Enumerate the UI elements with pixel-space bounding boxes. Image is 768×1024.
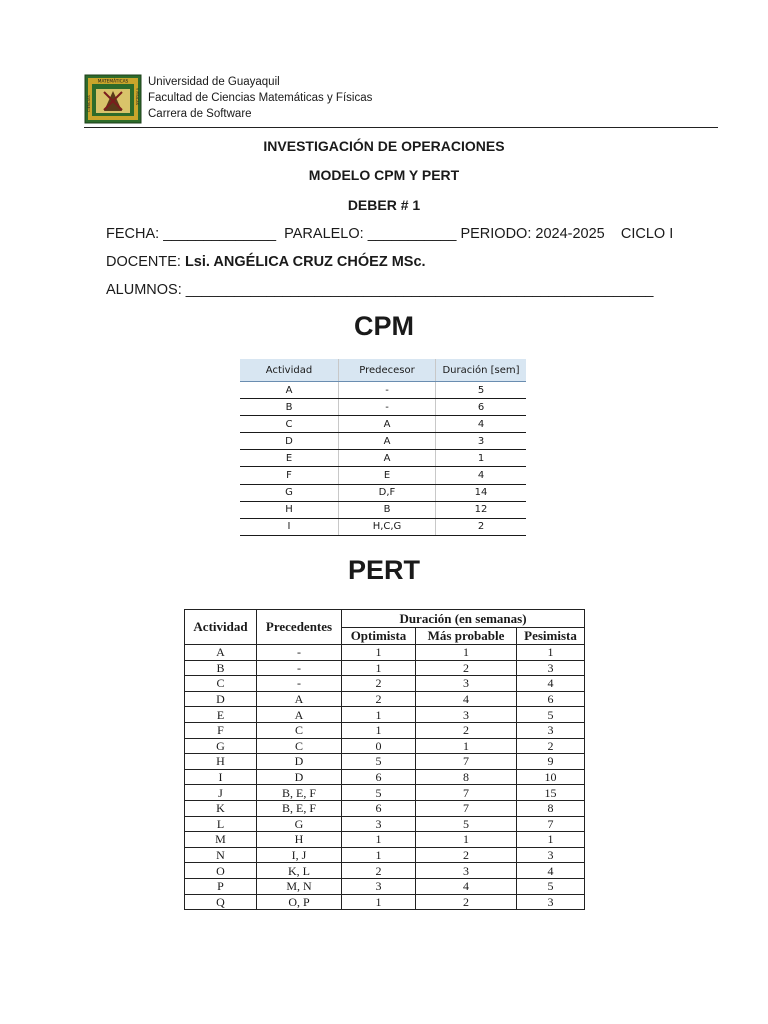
periodo-value: 2024-2025 [535,226,605,242]
pert-table-cell-optimista: 1 [342,660,416,676]
pert-table-cell-optimista: 1 [342,832,416,848]
cpm-table-cell-actividad: E [240,450,339,467]
pert-table-row [185,707,585,723]
pert-table-row [185,832,585,848]
pert-table-cell-pesimista: 9 [517,754,585,770]
pert-table-cell-pesimista: 4 [517,676,585,692]
cpm-header-row [240,359,526,382]
cpm-title: CPM [354,311,414,341]
cpm-table-cell-predecesor: A [339,416,436,433]
pert-table-cell-actividad: N [185,847,257,863]
pert-table-cell-actividad: H [185,754,257,770]
pert-table-cell-pesimista: 3 [517,894,585,910]
pert-table-cell-actividad: Q [185,894,257,910]
cpm-table-row [240,399,526,416]
pert-table-cell-pesimista: 3 [517,847,585,863]
pert-table-cell-precedentes: G [257,816,342,832]
pert-table-row [185,660,585,676]
alumnos-label: ALUMNOS: [106,282,186,298]
pert-table-cell-precedentes: A [257,707,342,723]
pert-table-cell-mas-probable: 3 [416,863,517,879]
pert-table-row [185,863,585,879]
cpm-table-cell-predecesor: D,F [339,484,436,501]
cpm-table-cell-actividad: A [240,382,339,399]
form-line-docente [106,254,426,270]
assignment-title: DEBER # 1 [347,197,421,213]
pert-table-cell-mas-probable: 2 [416,660,517,676]
cpm-table-cell-predecesor: - [339,382,436,399]
cpm-header-actividad: Actividad [240,359,339,382]
pert-table-cell-mas-probable: 4 [416,691,517,707]
pert-table-cell-optimista: 2 [342,676,416,692]
cpm-table-cell-actividad: G [240,484,339,501]
docente-label: DOCENTE: [106,254,185,270]
cpm-table-body [240,382,526,536]
document-header [84,72,686,128]
pert-table-cell-mas-probable: 1 [416,738,517,754]
pert-table-cell-pesimista: 15 [517,785,585,801]
pert-table-cell-actividad: B [185,660,257,676]
pert-table-cell-precedentes: B, E, F [257,800,342,816]
pert-table-cell-mas-probable: 4 [416,878,517,894]
pert-table-cell-optimista: 2 [342,691,416,707]
pert-table-row [185,722,585,738]
cpm-table-cell-duracion: 3 [436,433,527,450]
logo-left-lettering: CIENCIAS [87,95,91,112]
pert-table-cell-actividad: G [185,738,257,754]
pert-table-cell-actividad: F [185,722,257,738]
pert-table-cell-pesimista: 3 [517,660,585,676]
pert-table-cell-precedentes: O, P [257,894,342,910]
pert-table-cell-optimista: 6 [342,800,416,816]
university-logo [84,74,142,124]
pert-table-cell-precedentes: D [257,769,342,785]
pert-table-cell-pesimista: 1 [517,645,585,661]
pert-table-row [185,645,585,661]
cpm-table-row [240,382,526,399]
pert-table-cell-optimista: 5 [342,754,416,770]
pert-header-actividad: Actividad [185,610,257,645]
cpm-table-cell-predecesor: B [339,501,436,518]
cpm-table-cell-duracion: 5 [436,382,527,399]
periodo-label: PERIODO: [456,226,536,242]
pert-table-row [185,785,585,801]
pert-table-cell-actividad: E [185,707,257,723]
pert-header-row-1 [185,610,585,628]
fecha-blank: ______________ [163,226,277,242]
career-name: Carrera de Software [148,108,252,120]
cpm-table-row [240,416,526,433]
pert-table-cell-actividad: J [185,785,257,801]
pert-header-pesimista: Pesimista [517,628,585,645]
pert-table-row [185,676,585,692]
pert-table-cell-mas-probable: 7 [416,800,517,816]
pert-table-cell-actividad: I [185,769,257,785]
logo-right-lettering: Y FÍSICAS [135,88,139,106]
pert-table-cell-optimista: 1 [342,722,416,738]
pert-table-row [185,754,585,770]
cpm-table-cell-duracion: 4 [436,416,527,433]
pert-table-cell-mas-probable: 7 [416,785,517,801]
pert-table-cell-mas-probable: 3 [416,676,517,692]
pert-table-cell-pesimista: 5 [517,878,585,894]
pert-table-cell-optimista: 2 [342,863,416,879]
course-title: INVESTIGACIÓN DE OPERACIONES [263,138,505,154]
pert-table-body [185,645,585,910]
pert-table-cell-optimista: 1 [342,847,416,863]
cpm-table-cell-predecesor: H,C,G [339,518,436,535]
pert-header-mas-probable: Más probable [416,628,517,645]
cpm-table-row [240,433,526,450]
cpm-table-cell-actividad: B [240,399,339,416]
pert-table-cell-precedentes: B, E, F [257,785,342,801]
cpm-table-cell-duracion: 4 [436,467,527,484]
pert-table-cell-actividad: P [185,878,257,894]
pert-table-cell-pesimista: 8 [517,800,585,816]
pert-table-cell-mas-probable: 1 [416,832,517,848]
model-title: MODELO CPM Y PERT [308,167,460,183]
pert-table-cell-precedentes: H [257,832,342,848]
pert-table-cell-mas-probable: 8 [416,769,517,785]
pert-table-cell-actividad: O [185,863,257,879]
pert-table-cell-optimista: 1 [342,894,416,910]
pert-table-row [185,800,585,816]
pert-table-cell-pesimista: 10 [517,769,585,785]
pert-table-cell-pesimista: 4 [517,863,585,879]
paralelo-label: PARALELO: [276,226,368,242]
pert-table-cell-precedentes: C [257,738,342,754]
pert-table-cell-actividad: D [185,691,257,707]
university-name: Universidad de Guayaquil [148,76,280,88]
pert-header-optimista: Optimista [342,628,416,645]
form-line-date [106,226,673,242]
pert-table-cell-mas-probable: 7 [416,754,517,770]
pert-table-cell-pesimista: 3 [517,722,585,738]
alumnos-blank: __________________________________________________________ [185,282,654,298]
pert-table-cell-mas-probable: 2 [416,894,517,910]
pert-table-cell-precedentes: I, J [257,847,342,863]
cpm-table-row [240,518,526,535]
cpm-table [240,359,526,536]
cpm-table-cell-actividad: F [240,467,339,484]
cpm-table-cell-predecesor: A [339,450,436,467]
pert-table-cell-precedentes: - [257,645,342,661]
cpm-table-row [240,450,526,467]
pert-table-cell-actividad: L [185,816,257,832]
pert-table-row [185,769,585,785]
pert-table-cell-optimista: 0 [342,738,416,754]
pert-table [184,609,585,910]
pert-table-cell-mas-probable: 2 [416,722,517,738]
logo-top-lettering: MATEMÁTICAS [97,79,129,85]
cpm-table-cell-actividad: I [240,518,339,535]
pert-table-cell-optimista: 1 [342,645,416,661]
pert-table-cell-actividad: A [185,645,257,661]
pert-table-cell-pesimista: 2 [517,738,585,754]
pert-table-row [185,816,585,832]
cpm-table-row [240,467,526,484]
pert-table-cell-actividad: K [185,800,257,816]
pert-table-cell-mas-probable: 5 [416,816,517,832]
pert-table-cell-optimista: 3 [342,878,416,894]
pert-table-row [185,691,585,707]
cpm-table-row [240,501,526,518]
cpm-table-cell-predecesor: A [339,433,436,450]
cpm-table-cell-actividad: H [240,501,339,518]
pert-table-cell-pesimista: 6 [517,691,585,707]
pert-table-cell-pesimista: 7 [517,816,585,832]
cpm-table-cell-duracion: 14 [436,484,527,501]
pert-table-cell-actividad: M [185,832,257,848]
cpm-table-cell-actividad: D [240,433,339,450]
pert-table-cell-mas-probable: 3 [416,707,517,723]
cpm-table-cell-predecesor: - [339,399,436,416]
cpm-header-duracion: Duración [sem] [436,359,527,382]
cpm-table-cell-duracion: 12 [436,501,527,518]
pert-table-cell-pesimista: 5 [517,707,585,723]
cpm-header-predecesor: Predecesor [339,359,436,382]
cpm-table-cell-duracion: 2 [436,518,527,535]
pert-table-row [185,738,585,754]
cpm-table-cell-duracion: 1 [436,450,527,467]
pert-table-row [185,878,585,894]
pert-table-row [185,847,585,863]
paralelo-blank: ___________ [367,226,457,242]
ciclo-label: CICLO I [604,226,674,242]
pert-table-row [185,894,585,910]
pert-table-cell-optimista: 1 [342,707,416,723]
pert-table-cell-mas-probable: 1 [416,645,517,661]
pert-header-precedentes: Precedentes [257,610,342,645]
pert-title: PERT [347,555,420,585]
docente-value: Lsi. ANGÉLICA CRUZ CHÓEZ MSc. [184,254,426,270]
header-divider [84,127,718,128]
pert-table-cell-precedentes: K, L [257,863,342,879]
pert-table-cell-pesimista: 1 [517,832,585,848]
pert-table-cell-precedentes: - [257,676,342,692]
cpm-table-cell-duracion: 6 [436,399,527,416]
pert-table-cell-optimista: 3 [342,816,416,832]
pert-table-cell-precedentes: D [257,754,342,770]
fecha-label: FECHA: [106,226,164,242]
pert-table-cell-precedentes: A [257,691,342,707]
cpm-table-row [240,484,526,501]
pert-table-cell-actividad: C [185,676,257,692]
cpm-table-cell-predecesor: E [339,467,436,484]
faculty-name: Facultad de Ciencias Matemáticas y Físicas [148,92,373,104]
pert-table-cell-optimista: 5 [342,785,416,801]
pert-table-cell-optimista: 6 [342,769,416,785]
pert-table-cell-mas-probable: 2 [416,847,517,863]
pert-table-cell-precedentes: M, N [257,878,342,894]
institution-block [148,74,372,122]
pert-table-cell-precedentes: C [257,722,342,738]
pert-header-duracion: Duración (en semanas) [342,610,585,628]
pert-table-cell-precedentes: - [257,660,342,676]
cpm-table-cell-actividad: C [240,416,339,433]
form-line-alumnos [106,282,654,298]
